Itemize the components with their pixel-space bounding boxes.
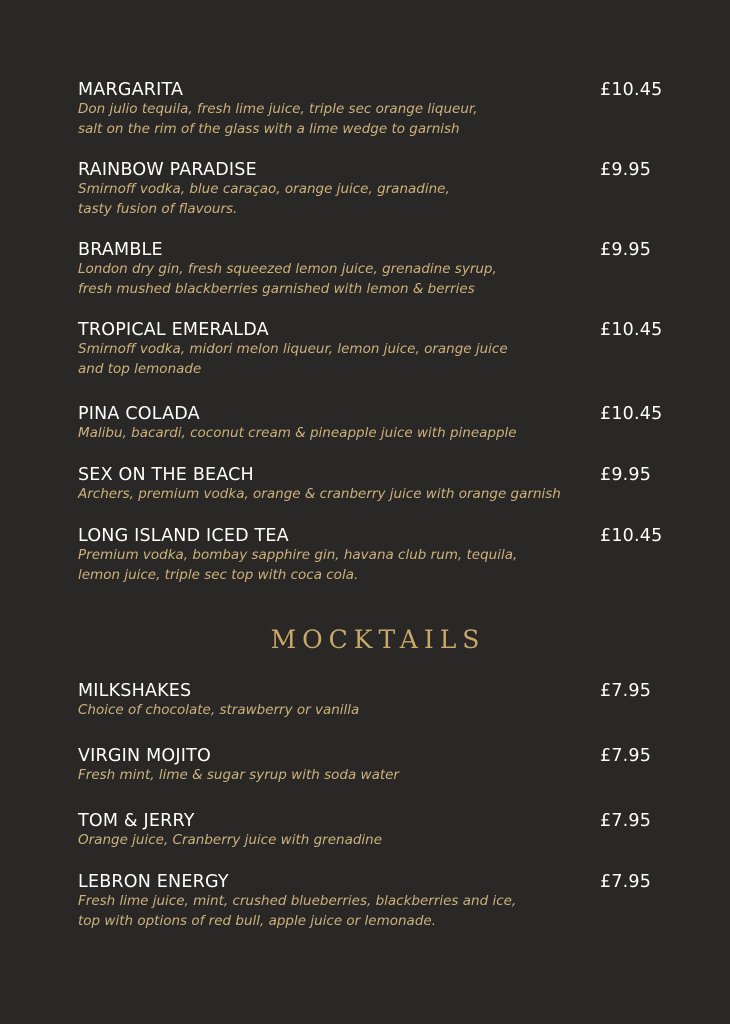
item-description [78,831,598,851]
item-price: £9.95 [600,160,652,180]
description-line: Premium vodka, bombay sapphire gin, havana club rum, tequila, [78,547,518,563]
item-name: TROPICAL EMERALDA [78,320,269,340]
item-description [78,340,598,379]
item-description [78,701,598,721]
item-description [78,180,598,219]
description-line: fresh mushed blackberries garnished with lemon & berries [78,280,475,297]
item-description [78,424,598,444]
item-price: £10.45 [600,320,663,340]
description-line: lemon juice, triple sec top with coca cola. [78,566,359,583]
item-description [78,892,598,931]
item-description [78,766,598,786]
mocktails-heading: MOCKTAILS [270,625,486,654]
description-line: top with options of red bull, apple juice or lemonade. [78,912,436,929]
item-description [78,260,598,299]
item-description [78,546,598,585]
description-line: London dry gin, fresh squeezed lemon juice, grenadine syrup, [78,261,497,277]
description-line: Orange juice, Cranberry juice with grenadine [78,832,383,848]
item-name: LONG ISLAND ICED TEA [78,526,289,546]
item-name: PINA COLADA [78,404,200,424]
item-price: £9.95 [600,240,652,260]
item-name: RAINBOW PARADISE [78,160,257,180]
item-name: MARGARITA [78,80,184,100]
description-line: Choice of chocolate, strawberry or vanilla [78,702,360,718]
item-description [78,485,598,505]
item-name: MILKSHAKES [78,681,192,701]
item-price: £10.45 [600,526,663,546]
item-name: LEBRON ENERGY [78,872,229,892]
item-price: £7.95 [600,872,652,892]
item-price: £7.95 [600,746,652,766]
item-price: £7.95 [600,681,652,701]
item-price: £10.45 [600,80,663,100]
description-line: salt on the rim of the glass with a lime wedge to garnish [78,120,460,137]
description-line: Malibu, bacardi, coconut cream & pineapple juice with pineapple [78,425,517,441]
description-line: Smirnoff vodka, blue caraçao, orange juice, granadine, [78,181,450,197]
item-name: SEX ON THE BEACH [78,465,254,485]
description-line: and top lemonade [78,360,202,377]
description-line: tasty fusion of flavours. [78,200,238,217]
item-name: BRAMBLE [78,240,163,260]
item-price: £10.45 [600,404,663,424]
item-price: £7.95 [600,811,652,831]
description-line: Smirnoff vodka, midori melon liqueur, lemon juice, orange juice [78,341,508,357]
item-description [78,100,598,139]
description-line: Fresh lime juice, mint, crushed blueberries, blackberries and ice, [78,893,517,909]
item-name: VIRGIN MOJITO [78,746,211,766]
description-line: Don julio tequila, fresh lime juice, triple sec orange liqueur, [78,101,478,117]
item-name: TOM & JERRY [78,811,195,831]
description-line: Archers, premium vodka, orange & cranberry juice with orange garnish [78,486,561,502]
item-price: £9.95 [600,465,652,485]
description-line: Fresh mint, lime & sugar syrup with soda water [78,767,399,783]
